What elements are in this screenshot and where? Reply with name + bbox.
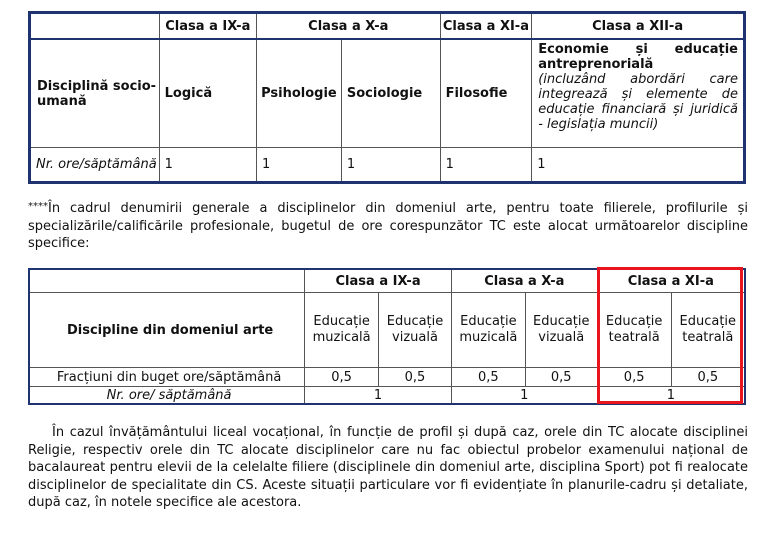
empty-header-cell <box>29 269 305 293</box>
subject-visual-10: Educație vizuală <box>525 293 597 368</box>
header-grade-10: Clasa a X-a <box>451 269 597 293</box>
header-grade-11: Clasa a XI-a <box>440 13 532 40</box>
socio-human-subjects-table <box>28 11 746 184</box>
arts-budget-note <box>28 198 748 253</box>
fraction-theatre-11a: 0,5 <box>597 368 671 387</box>
hours-philosophy: 1 <box>440 148 532 183</box>
subject-visual-9: Educație vizuală <box>379 293 452 368</box>
subject-psychology: Psihologie <box>256 39 341 148</box>
empty-header-cell <box>30 13 160 40</box>
subject-theatre-11a: Educație teatrală <box>597 293 671 368</box>
arts-subjects-table <box>28 268 746 405</box>
fraction-theatre-11b: 0,5 <box>671 368 745 387</box>
footnote-stars: **** <box>28 201 48 212</box>
row-label-arts: Discipline din domeniul arte <box>29 293 305 368</box>
fraction-music-9: 0,5 <box>305 368 379 387</box>
total-hours-11: 1 <box>597 387 745 405</box>
header-grade-9: Clasa a IX-a <box>159 13 256 40</box>
subject-economics-cell <box>532 39 745 148</box>
header-grade-10: Clasa a X-a <box>256 13 440 40</box>
fraction-music-10: 0,5 <box>451 368 525 387</box>
total-hours-9: 1 <box>305 387 452 405</box>
hours-sociology: 1 <box>341 148 440 183</box>
subject-sociology: Sociologie <box>341 39 440 148</box>
subject-economics-note: (incluzând abordări care integrează și elemente de educație financiară și juridică - legislația muncii) <box>538 72 738 132</box>
fraction-visual-10: 0,5 <box>525 368 597 387</box>
subject-philosophy: Filosofie <box>440 39 532 148</box>
total-hours-10: 1 <box>451 387 597 405</box>
header-grade-11: Clasa a XI-a <box>597 269 745 293</box>
header-grade-9: Clasa a IX-a <box>305 269 452 293</box>
subject-music-9: Educație muzicală <box>305 293 379 368</box>
arts-budget-note-text: În cadrul denumirii generale a disciplinelor din domeniul arte, pentru toate filierele, profilurile și specializările/calificările profesionale, bugetul de ore corespunzător TC este alocat următoarelor discipline specifice: <box>28 201 748 251</box>
subject-music-10: Educație muzicală <box>451 293 525 368</box>
hours-psychology: 1 <box>256 148 341 183</box>
subject-theatre-11b: Educație teatrală <box>671 293 745 368</box>
subject-economics-title: Economie și educație antreprenorială <box>538 42 738 72</box>
fraction-visual-9: 0,5 <box>379 368 452 387</box>
row-label-socio-human: Disciplină socio-umană <box>30 39 160 148</box>
hours-logic: 1 <box>159 148 256 183</box>
fraction-label: Fracțiuni din buget ore/săptămână <box>29 368 305 387</box>
header-grade-12: Clasa a XII-a <box>532 13 745 40</box>
total-hours-label: Nr. ore/ săptămână <box>29 387 305 405</box>
subject-logic: Logică <box>159 39 256 148</box>
hours-economics: 1 <box>532 148 745 183</box>
vocational-reallocation-note: În cazul învățământului liceal vocațional, în funcție de profil și după caz, orele din TC alocate disciplinei Religie, respectiv orele din TC alocate disciplinelor care nu fac obiectul probelor examenului național de bacalaureat pentru elevii de la celelalte filiere (disciplinele din domeniul arte, disciplina Sport) pot fi realocate disciplinelor de specialitate din CS. Aceste situații particulare vor fi evidențiate în planurile-cadru și detaliate, după caz, în notele specifice ale acestora. <box>28 425 748 510</box>
hours-per-week-label: Nr. ore/săptămână <box>30 148 160 183</box>
